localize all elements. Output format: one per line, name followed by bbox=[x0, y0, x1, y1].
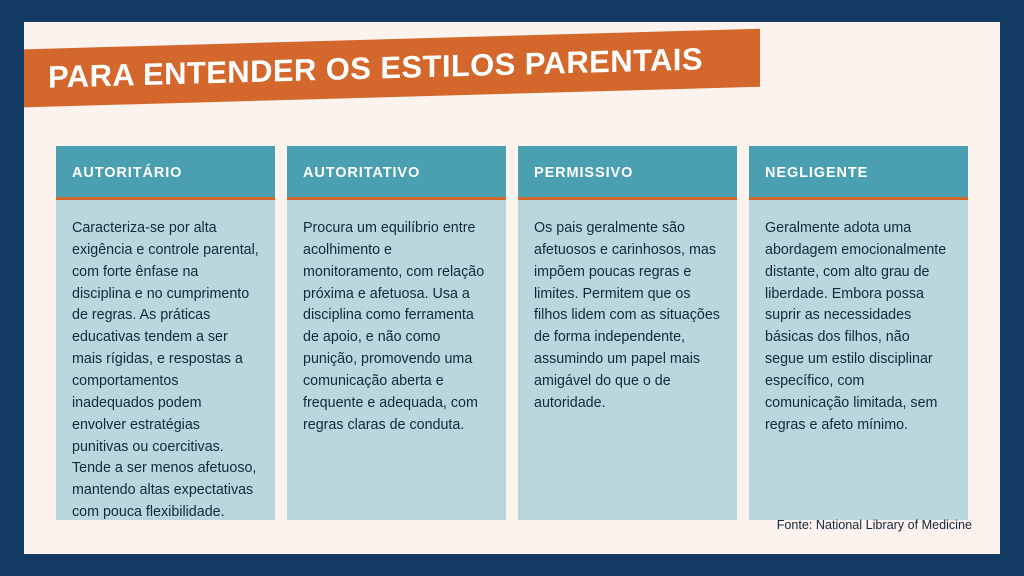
title-banner bbox=[24, 29, 760, 108]
column-header bbox=[56, 146, 275, 200]
column-autoritativo bbox=[287, 146, 506, 520]
column-autoritario bbox=[56, 146, 275, 520]
column-body-text: Os pais geralmente são afetuosos e carinhosos, mas impõem poucas regras e limites. Permitem que os filhos lidem com as situações de forma independente, assumindo um papel mais amigável do que o de autoridade. bbox=[534, 220, 720, 411]
column-header-label: NEGLIGENTE bbox=[765, 164, 869, 181]
page-title: PARA ENTENDER OS ESTILOS PARENTAIS bbox=[48, 41, 703, 95]
source-note: Fonte: National Library of Medicine bbox=[776, 518, 972, 532]
column-body-text: Geralmente adota uma abordagem emocionalmente distante, com alto grau de liberdade. Embora possa suprir as necessidades básicas dos filhos, não segue um estilo disciplinar específico, com comunicação limitada, sem regras e afeto mínimo. bbox=[765, 220, 947, 433]
column-header-label: AUTORITÁRIO bbox=[72, 164, 183, 181]
column-negligente bbox=[749, 146, 968, 520]
slide-canvas bbox=[24, 22, 1000, 554]
column-header-label: AUTORITATIVO bbox=[303, 164, 421, 181]
column-body bbox=[749, 200, 968, 520]
column-header bbox=[287, 146, 506, 200]
column-body bbox=[56, 200, 275, 520]
column-body-text: Caracteriza-se por alta exigência e controle parental, com forte ênfase na disciplina e no cumprimento de regras. As práticas educativas tendem a ser mais rígidas, e respostas a comportamentos inadequados podem envolver estratégias punitivas ou coercitivas. Tende a ser menos afetuoso, mantendo altas expectativas com pouca flexibilidade. bbox=[72, 220, 259, 521]
column-body bbox=[287, 200, 506, 520]
column-body-text: Procura um equilíbrio entre acolhimento e monitoramento, com relação próxima e afetuosa. Usa a disciplina como ferramenta de apoio, e não como punição, promovendo uma comunicação aberta e frequente e adequada, com regras claras de conduta. bbox=[303, 220, 485, 433]
parenting-styles-columns bbox=[56, 146, 968, 520]
column-permissivo bbox=[518, 146, 737, 520]
column-header bbox=[518, 146, 737, 200]
column-body bbox=[518, 200, 737, 520]
column-header bbox=[749, 146, 968, 200]
column-header-label: PERMISSIVO bbox=[534, 164, 634, 181]
